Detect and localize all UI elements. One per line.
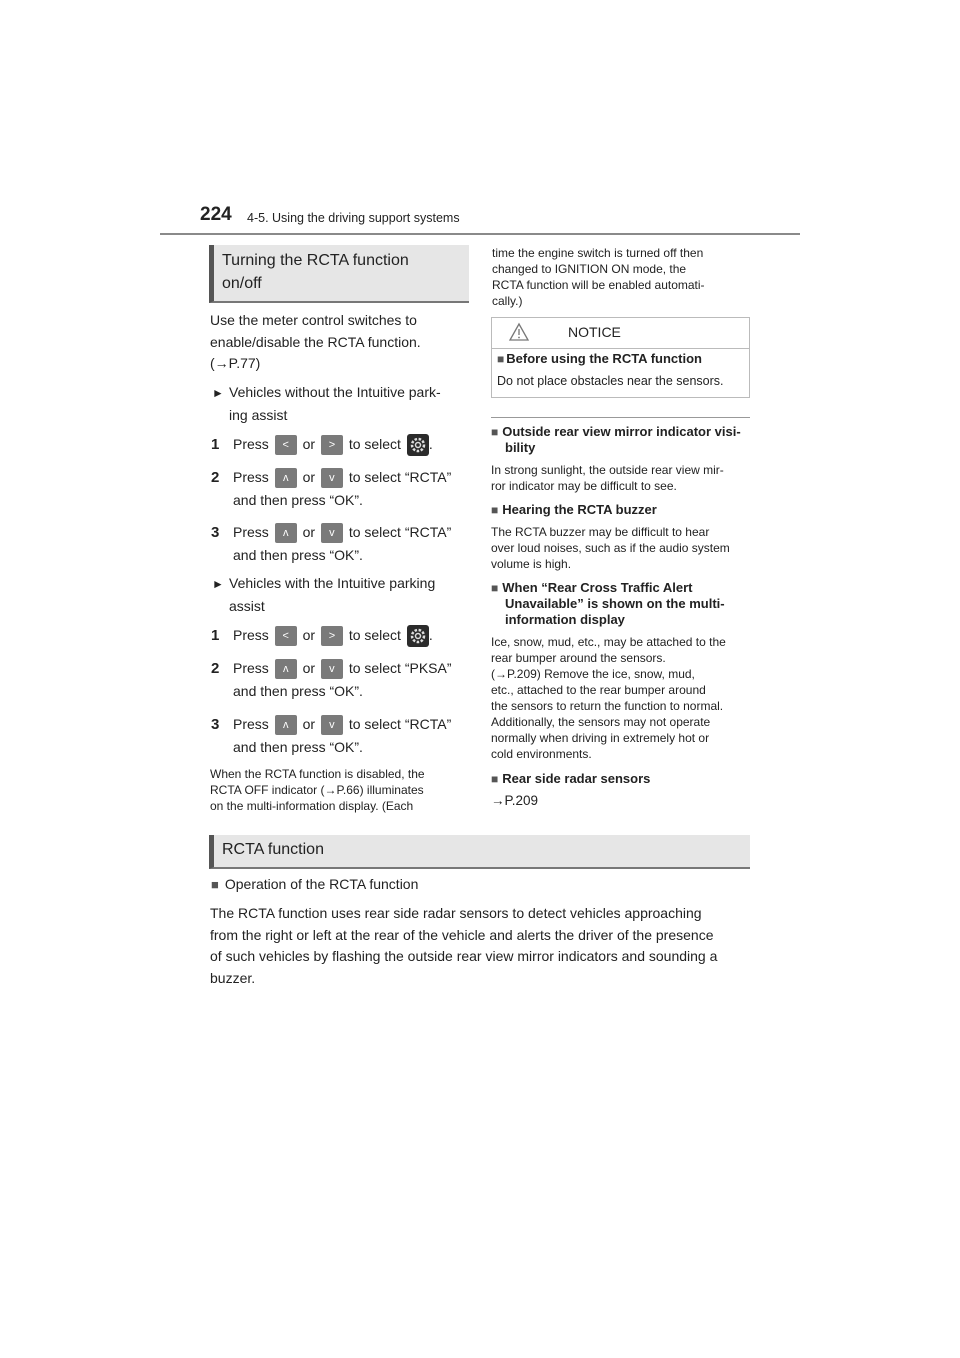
page-number: 224 <box>200 204 232 225</box>
step-number: 3 <box>211 716 220 733</box>
note-title-buzzer <box>491 502 753 518</box>
note-line: RCTA OFF indicator (→P.66) illuminates <box>210 783 424 797</box>
notes-column <box>491 424 753 812</box>
step-text: and then press “OK”. <box>233 547 363 563</box>
step-text: Press <box>233 469 269 485</box>
note-body-buzzer <box>491 524 753 572</box>
note-title-text: information display <box>505 612 625 627</box>
step-text: or <box>302 524 316 540</box>
left-arrow-key-icon: < <box>275 626 297 646</box>
step-text: to select <box>348 627 401 643</box>
settings-gear-icon <box>407 434 429 456</box>
notice-subtitle-text: Before using the RCTA function <box>506 351 702 366</box>
intro-line: (→P.77) <box>210 355 261 371</box>
note-body-mirror <box>491 462 753 494</box>
step-number: 2 <box>211 469 220 486</box>
settings-gear-icon <box>407 625 429 647</box>
operation-subheading <box>211 876 418 892</box>
group-label: Vehicles with the Intuitive parking <box>229 575 436 591</box>
section-reference: 4-5. Using the driving support systems <box>247 211 460 225</box>
disabled-note <box>210 766 472 814</box>
square-bullet-icon: ■ <box>211 877 219 892</box>
step-text: or <box>302 469 316 485</box>
notice-subtitle <box>497 351 702 366</box>
step-text: to select <box>348 436 401 452</box>
up-arrow-key-icon: ʌ <box>275 468 297 488</box>
up-arrow-key-icon: ʌ <box>275 715 297 735</box>
step-number: 2 <box>211 660 220 677</box>
down-arrow-key-icon: v <box>321 523 343 543</box>
step-text: to select “RCTA” <box>348 469 452 485</box>
note-line: The RCTA buzzer may be difficult to hear <box>491 525 710 539</box>
note-title-text: Rear side radar sensors <box>502 771 651 786</box>
step-text: Press <box>233 660 269 676</box>
notice-box <box>491 317 750 398</box>
note-title-text: bility <box>505 440 536 455</box>
note-title-text: When “Rear Cross Traffic Alert <box>502 580 693 595</box>
note-line: Ice, snow, mud, etc., may be attached to the <box>491 635 726 649</box>
note-line: cold environments. <box>491 747 592 761</box>
note-title-text: Unavailable” is shown on the multi- <box>505 596 725 611</box>
note-line: normally when driving in extremely hot or <box>491 731 710 745</box>
note-line: etc., attached to the rear bumper around <box>491 683 706 697</box>
notice-body: Do not place obstacles near the sensors. <box>497 374 724 388</box>
step-text: . <box>428 436 433 452</box>
continuation-note <box>492 245 752 309</box>
intro-line: enable/disable the RCTA function. <box>210 333 421 350</box>
step-text: and then press “OK”. <box>233 739 363 755</box>
note-line: ror indicator may be difficult to see. <box>491 479 677 493</box>
intro-line: Use the meter control switches to <box>210 312 417 328</box>
section-header-turning-rcta <box>209 245 469 303</box>
step-b3 <box>211 713 451 758</box>
note-title-radar <box>491 771 753 787</box>
paragraph-line: buzzer. <box>210 969 256 986</box>
up-arrow-key-icon: ʌ <box>275 523 297 543</box>
step-text: Press <box>233 627 269 643</box>
up-arrow-key-icon: ʌ <box>275 659 297 679</box>
square-bullet-icon: ■ <box>491 503 499 517</box>
note-line: RCTA function will be enabled automati- <box>492 278 705 292</box>
step-number: 1 <box>211 436 220 453</box>
step-a3 <box>211 521 451 566</box>
group-without-ipa <box>212 382 472 426</box>
notice-header <box>492 318 749 349</box>
section-title-line2: on/off <box>222 275 262 292</box>
step-text: and then press “OK”. <box>233 492 363 508</box>
step-text: to select “RCTA” <box>348 524 452 540</box>
note-title-text: Outside rear view mirror indicator visi- <box>502 424 741 439</box>
square-bullet-icon: ■ <box>497 352 505 366</box>
note-line: cally.) <box>492 294 523 308</box>
square-bullet-icon: ■ <box>491 581 499 595</box>
down-arrow-key-icon: v <box>321 659 343 679</box>
note-line: over loud noises, such as if the audio system <box>491 541 730 555</box>
step-text: Press <box>233 716 269 732</box>
left-arrow-key-icon: < <box>275 435 297 455</box>
note-title-unavailable <box>491 580 753 628</box>
step-text: . <box>428 627 433 643</box>
note-line: Additionally, the sensors may not operate <box>491 715 711 729</box>
step-b1 <box>211 624 433 647</box>
note-line: In strong sunlight, the outside rear view mir- <box>491 463 724 477</box>
operation-paragraph <box>210 903 755 989</box>
note-line: time the engine switch is turned off then <box>492 246 704 260</box>
note-line: changed to IGNITION ON mode, the <box>492 262 687 276</box>
note-line: rear bumper around the sensors. <box>491 651 666 665</box>
step-text: and then press “OK”. <box>233 683 363 699</box>
warning-triangle-icon <box>508 322 530 347</box>
right-arrow-key-icon: > <box>321 626 343 646</box>
paragraph-line: The RCTA function uses rear side radar sensors to detect vehicles approaching <box>210 905 702 921</box>
header-rule <box>160 233 800 235</box>
section-title-line1: Turning the RCTA function <box>222 252 409 269</box>
notice-title: NOTICE <box>568 324 621 340</box>
note-line: (→P.209) Remove the ice, snow, mud, <box>491 667 695 681</box>
note-title-text: Hearing the RCTA buzzer <box>502 502 657 517</box>
note-title-mirror <box>491 424 753 456</box>
step-a1 <box>211 433 433 456</box>
step-number: 3 <box>211 524 220 541</box>
step-text: or <box>302 716 316 732</box>
step-b2 <box>211 657 452 702</box>
down-arrow-key-icon: v <box>321 468 343 488</box>
intro-paragraph <box>210 310 470 375</box>
step-text: to select “PKSA” <box>348 660 452 676</box>
note-line: When the RCTA function is disabled, the <box>210 767 425 781</box>
group-label: Vehicles without the Intuitive park- <box>229 384 441 400</box>
divider <box>491 417 750 418</box>
triangle-bullet-icon: ► <box>212 577 224 591</box>
note-ref-radar[interactable]: →P.209 <box>491 793 539 808</box>
section-header-rcta-function: RCTA function <box>209 835 750 869</box>
square-bullet-icon: ■ <box>491 425 499 439</box>
step-text: to select “RCTA” <box>348 716 452 732</box>
note-body-unavailable <box>491 634 753 762</box>
paragraph-line: from the right or left at the rear of the vehicle and alerts the driver of the presence <box>210 926 714 943</box>
step-text: Press <box>233 436 269 452</box>
group-label: ing assist <box>229 406 288 423</box>
step-text: or <box>302 627 316 643</box>
note-line: the sensors to return the function to normal. <box>491 699 724 713</box>
triangle-bullet-icon: ► <box>212 386 224 400</box>
square-bullet-icon: ■ <box>491 772 499 786</box>
group-with-ipa <box>212 573 472 617</box>
down-arrow-key-icon: v <box>321 715 343 735</box>
note-line: volume is high. <box>491 557 572 571</box>
group-label: assist <box>229 597 265 614</box>
step-a2 <box>211 466 451 511</box>
note-line: on the multi-information display. (Each <box>210 799 414 813</box>
step-text: or <box>302 436 316 452</box>
step-text: Press <box>233 524 269 540</box>
step-text: or <box>302 660 316 676</box>
paragraph-line: of such vehicles by flashing the outside rear view mirror indicators and sounding a <box>210 948 718 964</box>
step-number: 1 <box>211 627 220 644</box>
operation-subheading-text: Operation of the RCTA function <box>224 876 419 892</box>
right-arrow-key-icon: > <box>321 435 343 455</box>
